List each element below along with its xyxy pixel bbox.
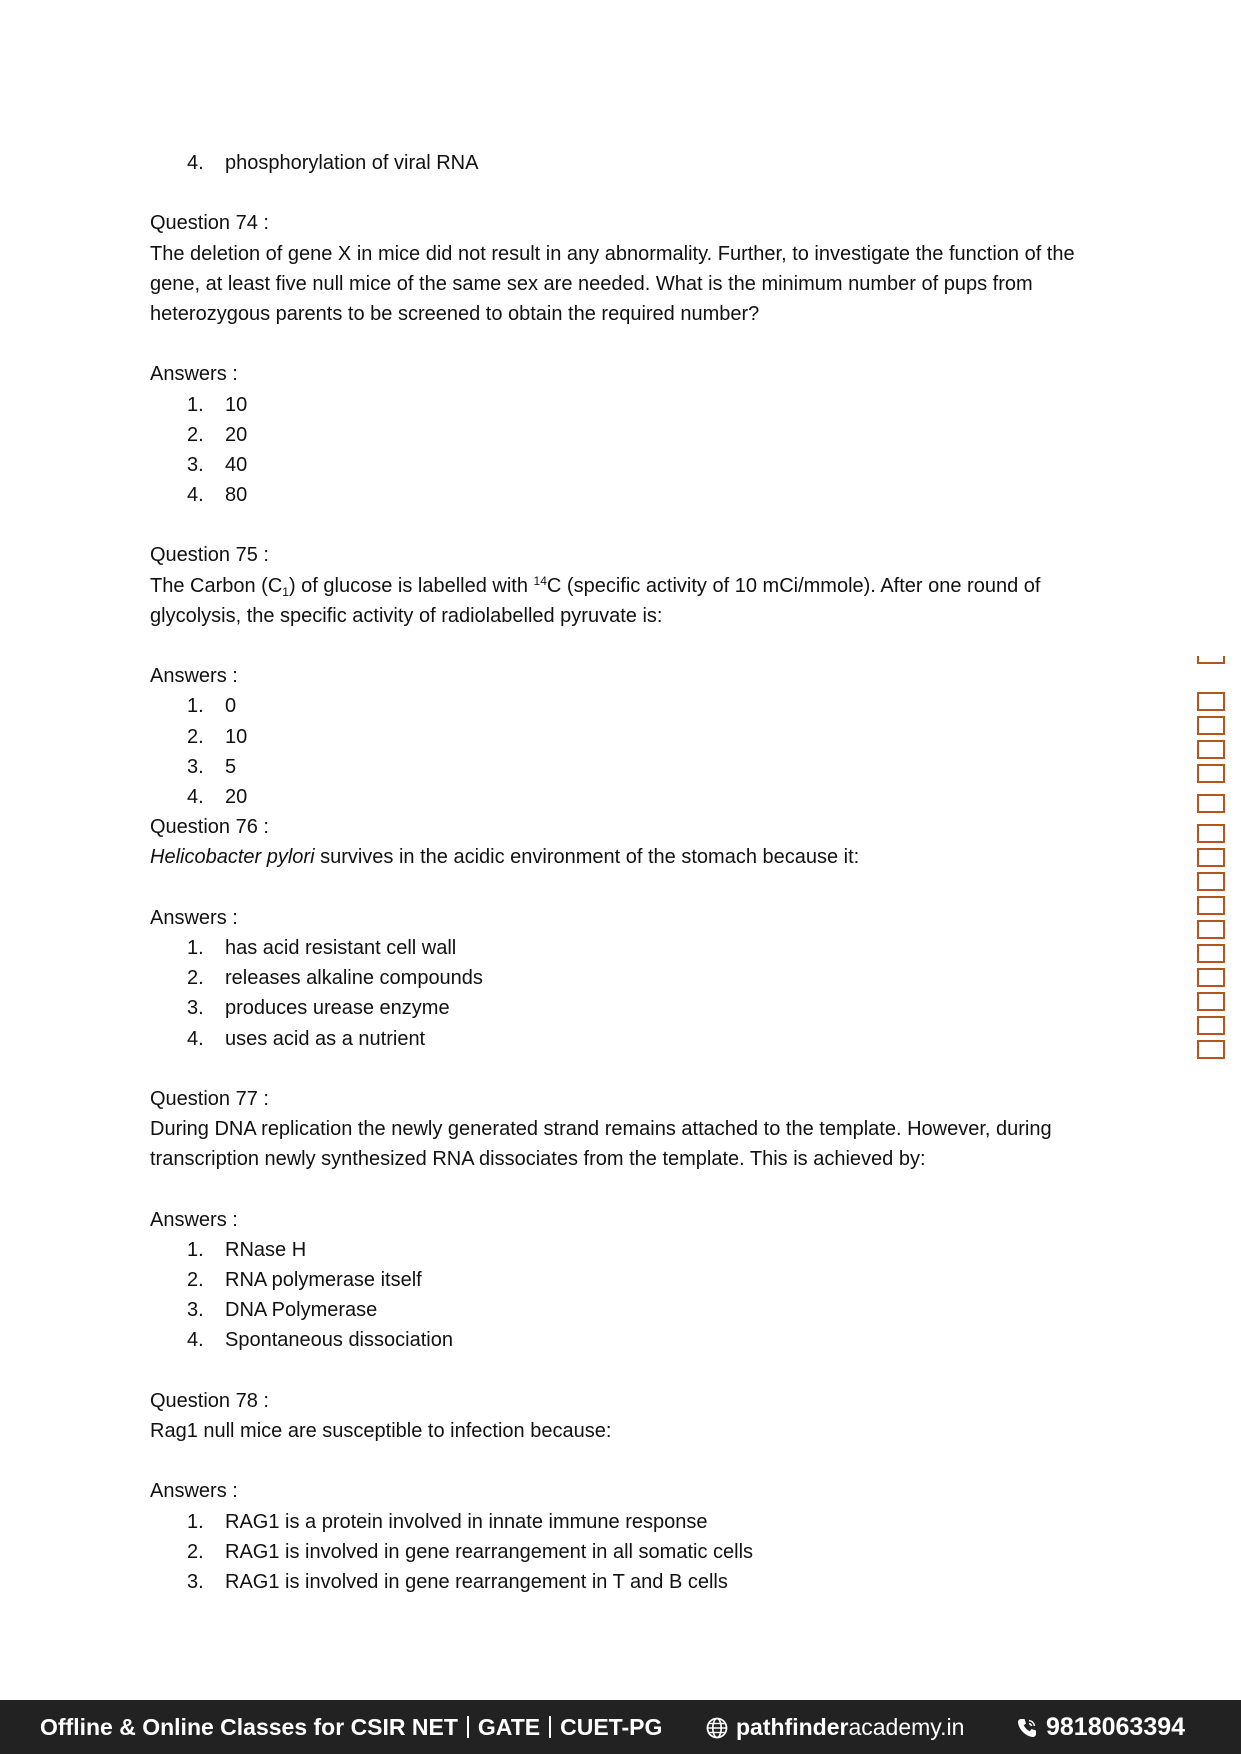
answers-label: Answers :	[150, 1480, 238, 1503]
question-text: During DNA replication the newly generated strand remains attached to the template. However, during transcription newly synthesized RNA dissociates from the template. This is achieved by:	[150, 1118, 1052, 1171]
glyph-bracket	[1197, 656, 1225, 664]
answer-option: 4. 80	[187, 484, 248, 507]
answers-label: Answers :	[150, 665, 238, 688]
glyph-box	[1197, 848, 1225, 867]
glyph-box	[1197, 968, 1225, 987]
phone-icon	[1016, 1717, 1038, 1739]
answers-label: Answers :	[150, 363, 238, 386]
answer-option: 2. releases alkaline compounds	[187, 967, 483, 990]
footer-phone[interactable]: 9818063394	[1016, 1700, 1185, 1754]
footer-separator	[467, 1716, 469, 1738]
footer-banner	[0, 1700, 1241, 1754]
option-text: phosphorylation of viral RNA	[225, 152, 479, 174]
answers-label: Answers :	[150, 906, 238, 929]
glyph-box	[1197, 764, 1225, 783]
answer-option: 1. RNase H	[187, 1238, 307, 1261]
question-text: Helicobacter pylori survives in the acidic environment of the stomach because it:	[150, 846, 860, 869]
glyph-box	[1197, 824, 1225, 843]
answer-option: 2. RAG1 is involved in gene rearrangement in all somatic cells	[187, 1540, 754, 1563]
answer-option: 1. has acid resistant cell wall	[187, 936, 457, 959]
answer-option: 3. RAG1 is involved in gene rearrangement in T and B cells	[187, 1570, 728, 1593]
footer-classes: Offline & Online Classes for CSIR NET GATE CUET-PG	[40, 1714, 663, 1740]
prev-question-option	[150, 148, 1100, 178]
question-label: Question 74 :	[150, 212, 269, 235]
option-number: 4.	[187, 152, 204, 174]
glyph-box	[1197, 692, 1225, 711]
question-text: The Carbon $(C_1)$ of glucose is labelled with $^{14}$C (specific activity of 10 mCi/mmole). After one round of glycolysis, the specific activity of radiolabelled pyruvate is:	[150, 573, 1041, 627]
glyph-box	[1197, 896, 1225, 915]
answer-option: 3. DNA Polymerase	[187, 1299, 378, 1322]
glyph-box	[1197, 992, 1225, 1011]
question-label: Question 76 :	[150, 816, 269, 839]
answer-option: 2. 10	[187, 725, 248, 748]
answer-option: 2. 20	[187, 423, 248, 446]
question-label: Question 77 :	[150, 1087, 269, 1110]
answer-option: 1. 0	[187, 695, 237, 718]
answer-option: 1. RAG1 is a protein involved in innate immune response	[187, 1510, 708, 1533]
question-label: Question 75 :	[150, 544, 269, 567]
glyph-box	[1197, 716, 1225, 735]
answer-option: 3. produces urease enzyme	[187, 997, 450, 1020]
side-watermark-glyphs	[1197, 656, 1229, 1086]
question-text: Rag1 null mice are susceptible to infection because:	[150, 1420, 612, 1442]
answer-option: 4. 20	[187, 786, 248, 809]
glyph-box	[1197, 1040, 1225, 1059]
answers-label: Answers :	[150, 1208, 238, 1231]
footer-separator	[549, 1716, 551, 1738]
answer-option: 3. 40	[187, 453, 248, 476]
glyph-box	[1197, 794, 1225, 813]
globe-icon	[706, 1717, 728, 1739]
answer-option: 2. RNA polymerase itself	[187, 1269, 422, 1292]
glyph-box	[1197, 872, 1225, 891]
question-content	[150, 148, 1100, 1597]
answer-option: 4. Spontaneous dissociation	[187, 1329, 453, 1352]
glyph-box	[1197, 740, 1225, 759]
glyph-box	[1197, 920, 1225, 939]
glyph-box	[1197, 1016, 1225, 1035]
answer-option: 1. 10	[187, 393, 248, 416]
question-label: Question 78 :	[150, 1389, 269, 1412]
answer-option: 3. 5	[187, 755, 237, 778]
answer-option: 4. uses acid as a nutrient	[187, 1027, 426, 1050]
question-text: The deletion of gene X in mice did not result in any abnormality. Further, to investigate the function of the gene, at least five null mice of the same sex are needed. What is the minimum number of pups from heterozygous parents to be screened to obtain the required number?	[150, 242, 1075, 325]
footer-website[interactable]: pathfinderacademy.in	[706, 1700, 964, 1754]
glyph-box	[1197, 944, 1225, 963]
